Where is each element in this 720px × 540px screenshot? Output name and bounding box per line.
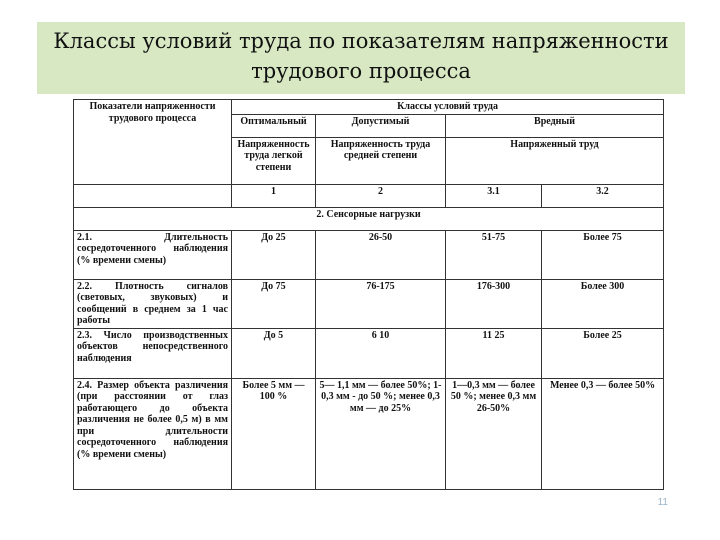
value-class-3-1: 51-75 [446, 230, 542, 279]
header-harmful: Вредный [446, 114, 664, 137]
indicator-label: 2.3. Число производственных объектов непосредственного наблюдения [74, 328, 232, 378]
value-class-1: До 5 [232, 328, 316, 378]
table-row [74, 230, 664, 279]
value-class-3-1: 11 25 [446, 328, 542, 378]
slide-title: Классы условий труда по показателям напряженности трудового процесса [53, 29, 669, 83]
class-numbers-row [74, 184, 664, 207]
subheader-optimal: Напряженность труда легкой степени [232, 137, 316, 184]
value-class-3-1: 176-300 [446, 279, 542, 328]
header-row [74, 100, 664, 115]
section-title: 2. Сенсорные нагрузки [74, 207, 664, 230]
header-classes: Классы условий труда [232, 100, 664, 115]
indicator-label: 2.2. Плотность сигналов (световых, звуковых) и сообщений в среднем за 1 час работы [74, 279, 232, 328]
value-class-2: 26-50 [316, 230, 446, 279]
value-class-1: Более 5 мм — 100 % [232, 378, 316, 489]
table-row [74, 328, 664, 378]
value-class-2: 6 10 [316, 328, 446, 378]
value-class-3-2: Более 300 [542, 279, 664, 328]
class-number-3-2: 3.2 [542, 184, 664, 207]
value-class-3-2: Более 75 [542, 230, 664, 279]
value-class-2: 76-175 [316, 279, 446, 328]
empty-cell [74, 184, 232, 207]
indicator-label: 2.1. Длительность сосредоточенного наблюдения (% времени смены) [74, 230, 232, 279]
value-class-1: До 25 [232, 230, 316, 279]
section-row [74, 207, 664, 230]
indicator-label: 2.4. Размер объекта различения (при расстоянии от глаз работающего до объекта различения не более 0,5 м) в мм при длительности сосредоточенного наблюдения (% времени смены) [74, 378, 232, 489]
header-indicator: Показатели напряженности трудового процесса [74, 100, 232, 185]
subheader-harmful: Напряженный труд [446, 137, 664, 184]
working-conditions-table [73, 99, 664, 490]
table-row [74, 279, 664, 328]
class-number-3-1: 3.1 [446, 184, 542, 207]
table-row [74, 378, 664, 489]
header-optimal: Оптимальный [232, 114, 316, 137]
subheader-acceptable: Напряженность труда средней степени [316, 137, 446, 184]
value-class-2: 5— 1,1 мм — более 50%; 1-0,3 мм - до 50 %; менее 0,3 мм — до 25% [316, 378, 446, 489]
class-number-1: 1 [232, 184, 316, 207]
value-class-3-1: 1—0,3 мм — более 50 %; менее 0,3 мм 26-50% [446, 378, 542, 489]
class-number-2: 2 [316, 184, 446, 207]
header-acceptable: Допустимый [316, 114, 446, 137]
slide-number: 11 [657, 497, 668, 508]
value-class-3-2: Более 25 [542, 328, 664, 378]
value-class-1: До 75 [232, 279, 316, 328]
value-class-3-2: Менее 0,3 — более 50% [542, 378, 664, 489]
